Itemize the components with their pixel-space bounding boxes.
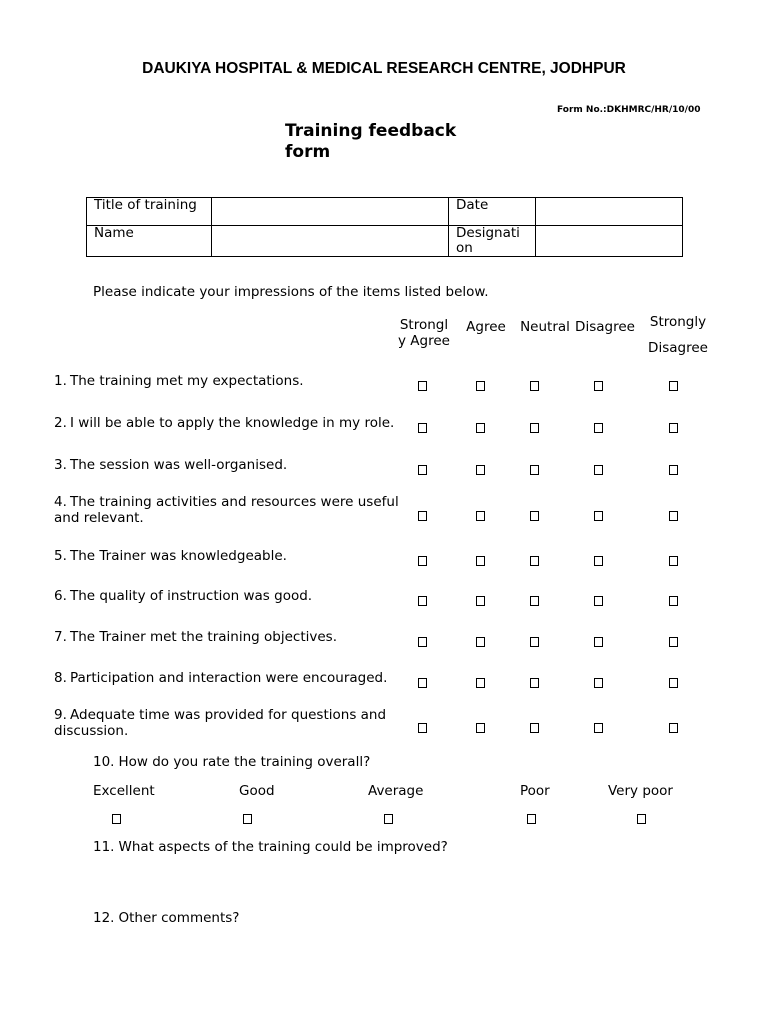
statement-9-checkbox-3[interactable]: [530, 723, 539, 733]
statement-8-checkbox-3[interactable]: [530, 678, 539, 688]
designation-label: Designation: [449, 226, 536, 257]
statement-5-checkbox-1[interactable]: [418, 556, 427, 566]
statement-8-checkbox-2[interactable]: [476, 678, 485, 688]
overall-label-average: Average: [368, 783, 424, 799]
statement-5-checkbox-3[interactable]: [530, 556, 539, 566]
statement-6-checkbox-3[interactable]: [530, 596, 539, 606]
statement-5-checkbox-5[interactable]: [669, 556, 678, 566]
statement-5-checkbox-2[interactable]: [476, 556, 485, 566]
overall-label-very-poor: Very poor: [608, 783, 673, 799]
statement-4-checkbox-4[interactable]: [594, 511, 603, 521]
question-11: 11. What aspects of the training could be improved?: [93, 839, 448, 855]
statement-5-checkbox-4[interactable]: [594, 556, 603, 566]
date-label: Date: [449, 198, 536, 226]
statement-1-checkbox-3[interactable]: [530, 381, 539, 391]
statement-9-checkbox-4[interactable]: [594, 723, 603, 733]
statement-7-checkbox-3[interactable]: [530, 637, 539, 647]
statement-8-checkbox-5[interactable]: [669, 678, 678, 688]
question-12: 12. Other comments?: [93, 910, 240, 926]
statement-4-checkbox-1[interactable]: [418, 511, 427, 521]
overall-checkbox-average[interactable]: [384, 814, 393, 824]
overall-checkbox-very-poor[interactable]: [637, 814, 646, 824]
hospital-name: DAUKIYA HOSPITAL & MEDICAL RESEARCH CENTRE, JODHPUR: [142, 60, 626, 77]
statement-2-checkbox-4[interactable]: [594, 423, 603, 433]
statement-7-checkbox-4[interactable]: [594, 637, 603, 647]
scale-header-strongly-disagree: Strongly Disagree: [648, 314, 708, 356]
statement-3-checkbox-4[interactable]: [594, 465, 603, 475]
statement-8-checkbox-1[interactable]: [418, 678, 427, 688]
statement-2-checkbox-3[interactable]: [530, 423, 539, 433]
question-10: 10. How do you rate the training overall?: [93, 754, 371, 770]
statement-2-checkbox-5[interactable]: [669, 423, 678, 433]
statement-1-checkbox-5[interactable]: [669, 381, 678, 391]
training-info-table: [86, 197, 683, 257]
statement-9: 9. Adequate time was provided for questions and discussion.: [54, 707, 387, 739]
statement-6: 6. The quality of instruction was good.: [54, 588, 313, 604]
statement-1-checkbox-2[interactable]: [476, 381, 485, 391]
statement-1: 1. The training met my expectations.: [54, 373, 304, 389]
statement-4-checkbox-5[interactable]: [669, 511, 678, 521]
statement-9-checkbox-1[interactable]: [418, 723, 427, 733]
form-number: Form No.:DKHMRC/HR/10/00: [557, 105, 701, 115]
statement-3-checkbox-3[interactable]: [530, 465, 539, 475]
statement-3: 3. The session was well-organised.: [54, 457, 288, 473]
name-field[interactable]: [212, 226, 449, 257]
overall-label-excellent: Excellent: [93, 783, 155, 799]
statement-4-checkbox-2[interactable]: [476, 511, 485, 521]
statement-9-checkbox-2[interactable]: [476, 723, 485, 733]
statement-6-checkbox-2[interactable]: [476, 596, 485, 606]
form-title: Training feedback form: [285, 121, 457, 162]
overall-checkbox-good[interactable]: [243, 814, 252, 824]
designation-field[interactable]: [536, 226, 683, 257]
instructions-text: Please indicate your impressions of the items listed below.: [93, 284, 489, 300]
statement-7: 7. The Trainer met the training objectives.: [54, 629, 337, 645]
statement-3-checkbox-2[interactable]: [476, 465, 485, 475]
statement-3-checkbox-1[interactable]: [418, 465, 427, 475]
overall-label-good: Good: [239, 783, 275, 799]
statement-2-checkbox-2[interactable]: [476, 423, 485, 433]
statement-7-checkbox-2[interactable]: [476, 637, 485, 647]
statement-4-checkbox-3[interactable]: [530, 511, 539, 521]
overall-label-poor: Poor: [520, 783, 550, 799]
statement-8-checkbox-4[interactable]: [594, 678, 603, 688]
statement-7-checkbox-5[interactable]: [669, 637, 678, 647]
statement-6-checkbox-5[interactable]: [669, 596, 678, 606]
statement-4: 4. The training activities and resources were useful and relevant.: [54, 494, 399, 526]
overall-checkbox-excellent[interactable]: [112, 814, 121, 824]
statement-2-checkbox-1[interactable]: [418, 423, 427, 433]
scale-header-neutral: Neutral: [520, 319, 570, 335]
statement-7-checkbox-1[interactable]: [418, 637, 427, 647]
title-of-training-label: Title of training: [87, 198, 212, 226]
statement-9-checkbox-5[interactable]: [669, 723, 678, 733]
name-label: Name: [87, 226, 212, 257]
statement-1-checkbox-1[interactable]: [418, 381, 427, 391]
statement-1-checkbox-4[interactable]: [594, 381, 603, 391]
statement-6-checkbox-1[interactable]: [418, 596, 427, 606]
statement-2: 2. I will be able to apply the knowledge in my role.: [54, 415, 395, 431]
date-field[interactable]: [536, 198, 683, 226]
statement-5: 5. The Trainer was knowledgeable.: [54, 548, 287, 564]
overall-checkbox-poor[interactable]: [527, 814, 536, 824]
statement-8: 8. Participation and interaction were encouraged.: [54, 670, 388, 686]
statement-6-checkbox-4[interactable]: [594, 596, 603, 606]
scale-header-disagree: Disagree: [575, 319, 635, 335]
statement-3-checkbox-5[interactable]: [669, 465, 678, 475]
title-of-training-field[interactable]: [212, 198, 449, 226]
scale-header-agree: Agree: [466, 319, 506, 335]
scale-header-strongly-agree: Strongly Agree: [398, 317, 450, 349]
